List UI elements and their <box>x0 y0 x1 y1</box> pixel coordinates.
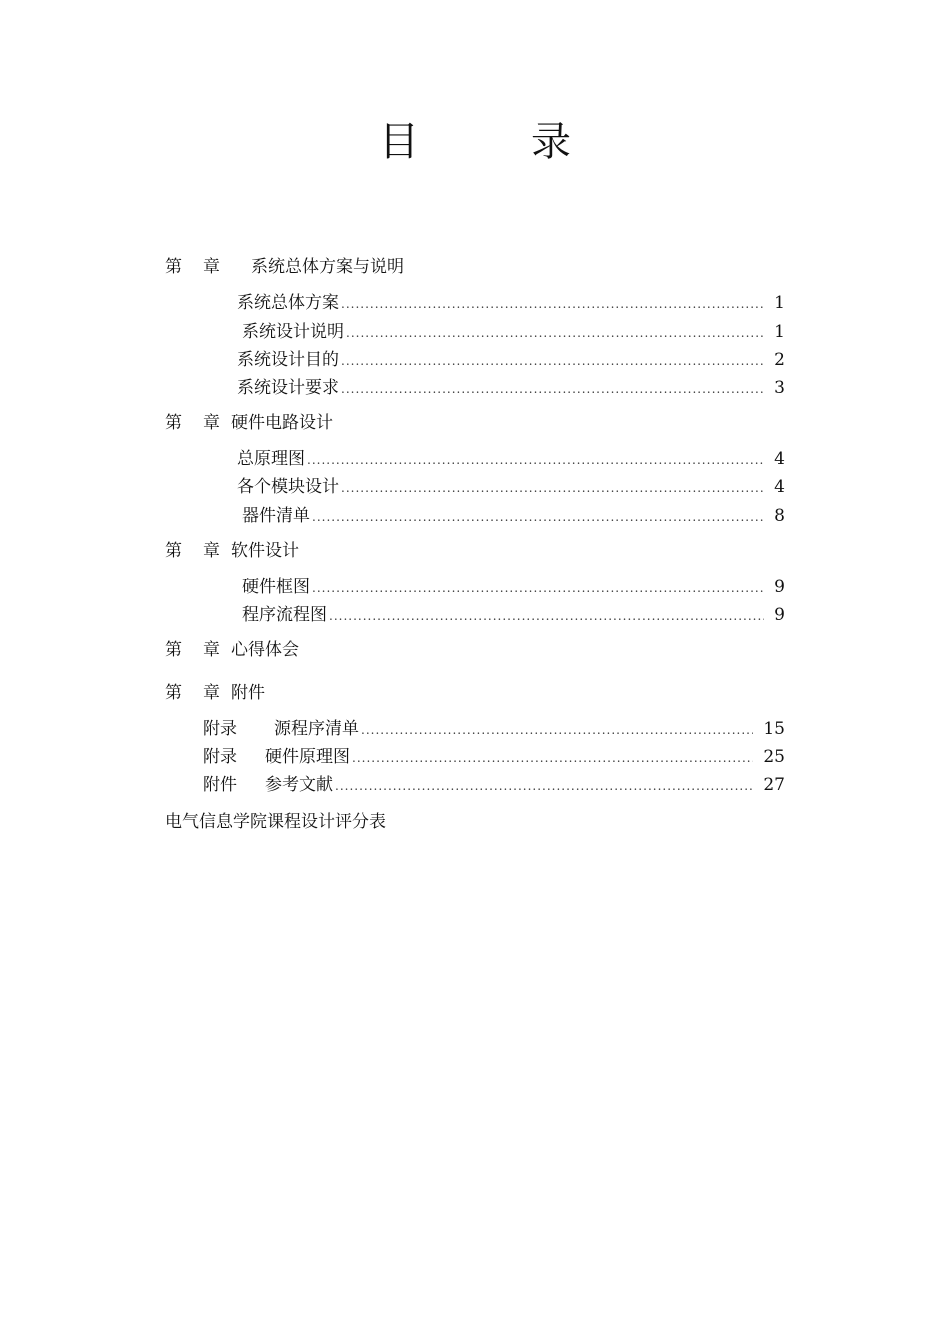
dot-leader <box>361 717 753 737</box>
dot-leader <box>341 291 764 311</box>
toc-entry-label: 程序流程图 <box>242 605 327 625</box>
chapter-title: 软件设计 <box>231 541 299 561</box>
chapter-prefix: 第 <box>165 683 182 703</box>
chapter-prefix: 第 <box>165 541 182 561</box>
chapter-suffix: 章 <box>203 640 220 660</box>
page-title: 目 录 <box>379 119 607 165</box>
toc-entry-label: 各个模块设计 <box>237 477 339 497</box>
dot-leader <box>312 575 764 595</box>
dot-leader <box>341 348 764 368</box>
toc-entry-page: 4 <box>774 477 785 497</box>
dot-leader <box>352 745 753 765</box>
toc-entry-page: 25 <box>763 747 785 767</box>
toc-entry-label: 硬件原理图 <box>265 747 350 767</box>
toc-entry-page: 2 <box>774 350 785 370</box>
toc-entry-page: 1 <box>774 322 785 342</box>
chapter-prefix: 第 <box>165 413 182 433</box>
toc-entry <box>242 602 785 628</box>
chapter-suffix: 章 <box>203 257 220 277</box>
chapter-title: 硬件电路设计 <box>231 413 333 433</box>
toc-chapter-5 <box>165 680 785 706</box>
toc-entry-label: 参考文献 <box>265 775 333 795</box>
toc-entry <box>237 474 785 500</box>
toc-entry-page: 15 <box>763 719 785 739</box>
appendix-prefix: 附件 <box>203 775 237 795</box>
toc-entry-page: 3 <box>774 378 785 398</box>
toc-entry-page: 9 <box>774 605 785 625</box>
toc-entry-label: 总原理图 <box>237 449 305 469</box>
toc-entry-label: 系统设计说明 <box>242 322 344 342</box>
toc-chapter-4 <box>165 637 785 663</box>
toc-entry <box>237 375 785 401</box>
chapter-title: 附件 <box>231 683 265 703</box>
toc-entry-label: 系统总体方案 <box>237 293 339 313</box>
toc-appendix-entry <box>203 716 785 742</box>
chapter-suffix: 章 <box>203 413 220 433</box>
chapter-prefix: 第 <box>165 640 182 660</box>
toc-entry <box>242 503 785 529</box>
toc-entry-label: 器件清单 <box>242 506 310 526</box>
toc-entry-page: 8 <box>774 506 785 526</box>
toc-appendix-entry <box>203 744 785 770</box>
toc-chapter-3 <box>165 538 785 564</box>
chapter-title: 系统总体方案与说明 <box>251 257 404 277</box>
toc-chapter-1 <box>165 254 785 280</box>
toc-entry-label: 系统设计要求 <box>237 378 339 398</box>
dot-leader <box>335 773 753 793</box>
toc-entry <box>237 347 785 373</box>
chapter-title: 心得体会 <box>231 640 299 660</box>
dot-leader <box>312 504 764 524</box>
dot-leader <box>307 447 764 467</box>
dot-leader <box>329 603 764 623</box>
toc-entry <box>242 319 785 345</box>
toc-chapter-2 <box>165 410 785 436</box>
toc-entry <box>237 290 785 316</box>
chapter-suffix: 章 <box>203 683 220 703</box>
toc-entry-page: 27 <box>763 775 785 795</box>
evaluation-form-line: 电气信息学院课程设计评分表 <box>165 812 386 832</box>
toc-entry-page: 4 <box>774 449 785 469</box>
toc-entry <box>237 446 785 472</box>
toc-entry-page: 9 <box>774 577 785 597</box>
toc-appendix-entry <box>203 772 785 798</box>
appendix-prefix: 附录 <box>203 747 237 767</box>
toc-entry-page: 1 <box>774 293 785 313</box>
toc-entry <box>242 574 785 600</box>
dot-leader <box>346 320 764 340</box>
chapter-prefix: 第 <box>165 257 182 277</box>
toc-entry-label: 硬件框图 <box>242 577 310 597</box>
dot-leader <box>341 376 764 396</box>
appendix-prefix: 附录 <box>203 719 237 739</box>
dot-leader <box>341 475 764 495</box>
toc-entry-label: 源程序清单 <box>274 719 359 739</box>
toc-entry-label: 系统设计目的 <box>237 350 339 370</box>
chapter-suffix: 章 <box>203 541 220 561</box>
